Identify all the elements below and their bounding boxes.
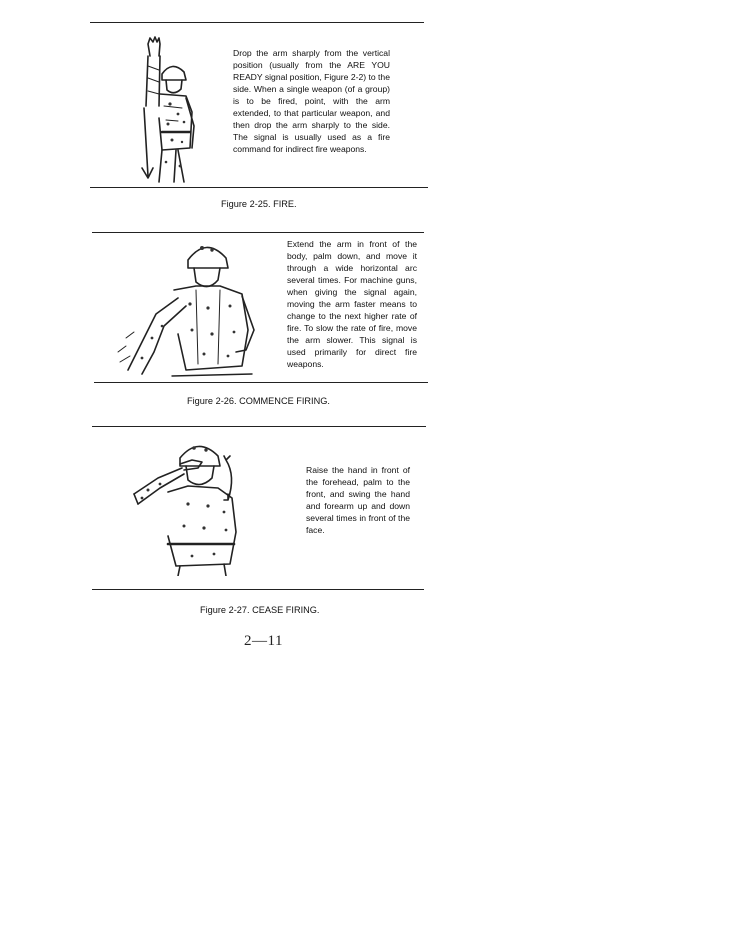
fire-signal-description: Drop the arm sharply from the vertical position (usually from the ARE YOU READY signal position, Figure 2-2) to the side. When a single weapon (of a group) is to be fired, point, with the arm extended, to that particular weapon, and then drop the arm sharply to the side. The signal is usually used as a fire command for indirect fire weapons.: [233, 48, 390, 154]
figure-3-caption: Figure 2-27. CEASE FIRING.: [200, 605, 320, 615]
cease-firing-description: Raise the hand in front of the forehead, palm to the front, and swing the hand and forearm up and down several times in front of the face.: [306, 465, 410, 535]
figure-2-caption: Figure 2-26. COMMENCE FIRING.: [187, 396, 330, 406]
figure-3-bottom-rule: [92, 589, 424, 590]
figure-1-caption: Figure 2-25. FIRE.: [221, 199, 297, 209]
figure-1-bottom-rule: [90, 187, 428, 188]
figure-2-bottom-rule: [94, 382, 428, 383]
page-number: 2—11: [244, 633, 283, 649]
figure-3-top-rule: [92, 426, 426, 427]
fire-signal-illustration: [126, 36, 200, 186]
figure-1-top-rule: [90, 22, 424, 23]
commence-firing-illustration: [112, 234, 276, 384]
figure-2-top-rule: [92, 232, 424, 233]
commence-firing-description: Extend the arm in front of the body, palm down, and move it through a wide horizontal arc several times. For machine guns, when giving the signal again, moving the arm faster means to change to the next higher rate of fire. To slow the rate of fire, move the arm slower. This signal is used primarily for direct fire weapons.: [287, 239, 417, 369]
cease-firing-illustration: [128, 436, 246, 576]
